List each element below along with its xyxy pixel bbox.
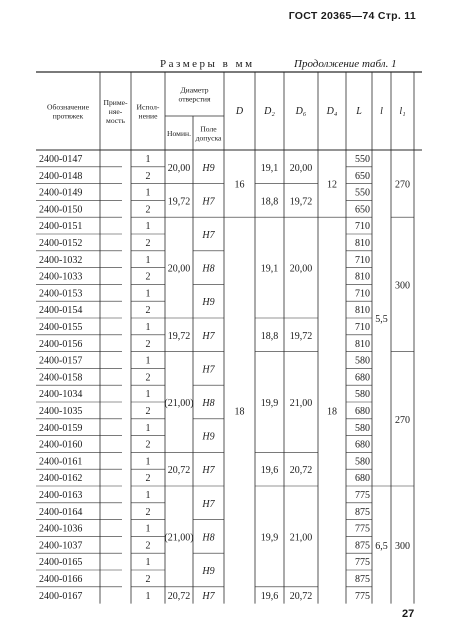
value-d2: 18,8 [260,196,279,208]
row-designation: 2400-0167 [39,590,83,602]
row-designation: 2400-0148 [39,170,83,182]
tolerance-field: H7 [202,498,215,510]
row-designation: 2400-0156 [39,338,83,350]
header-tolerance: допуска [195,133,222,143]
value-d6: 21,00 [289,398,313,409]
row-variant: 2 [145,439,151,451]
standard-header: ГОСТ 20365—74 Стр. 11 [288,10,416,22]
row-length-L: 875 [355,574,370,585]
value-d6: 20,72 [289,591,313,603]
row-variant: 2 [145,170,151,182]
row-variant: 1 [145,254,151,266]
header-d4: D₄ [326,106,338,117]
row-length-L: 775 [355,490,370,501]
row-variant: 1 [145,187,151,199]
value-d6: 19,72 [289,330,313,342]
tolerance-field: H9 [202,566,215,577]
continuation-caption: Продолжение табл. 1 [294,58,397,70]
value-d: 18 [234,406,245,418]
value-l: 6,5 [375,540,388,552]
row-variant: 2 [145,506,151,518]
row-length-L: 775 [355,523,370,535]
tolerance-field: H7 [202,230,215,241]
row-variant: 1 [145,221,151,233]
value-d: 16 [234,179,245,191]
row-designation: 2400-0163 [39,490,83,501]
row-designation: 2400-0153 [39,288,83,300]
tolerance-field: H9 [202,162,215,174]
row-designation: 2400-1036 [39,523,83,535]
row-designation: 2400-0161 [39,456,83,468]
value-d6: 21,00 [289,532,313,544]
row-variant: 1 [145,154,151,165]
row-variant: 2 [145,473,151,485]
tolerance-field: H9 [202,431,215,443]
header-d6: D₆ [295,106,307,117]
row-designation: 2400-0157 [39,355,83,367]
row-variant: 1 [145,422,151,434]
header-l: L [356,106,362,117]
tolerance-field: H7 [202,465,215,477]
header-designation: Обозначение [47,102,89,112]
row-designation: 2400-0155 [39,322,83,333]
tolerance-field: H8 [202,532,215,544]
tolerance-field: H7 [202,364,215,376]
value-l1: 300 [395,540,410,552]
row-designation: 2400-0149 [39,187,83,199]
row-variant: 1 [145,389,151,401]
value-d2: 19,1 [260,162,279,174]
row-length-L: 710 [355,254,370,266]
row-length-L: 650 [355,204,370,216]
row-length-L: 680 [355,473,370,485]
tolerance-field: H8 [202,398,215,409]
header-variant: Испол- [136,102,160,112]
row-length-L: 710 [355,221,370,233]
value-d6: 20,00 [289,263,313,275]
row-length-L: 580 [355,389,370,401]
nominal-diameter: (21,00) [164,532,194,544]
row-variant: 2 [145,271,151,283]
row-designation: 2400-1037 [39,540,83,552]
row-designation: 2400-0166 [39,574,83,585]
header-application: мость [106,116,125,125]
row-length-L: 650 [355,170,370,182]
row-length-L: 680 [355,439,370,451]
nominal-diameter: 19,72 [167,196,191,208]
nominal-diameter: 20,72 [167,465,191,477]
value-d2: 19,6 [260,591,279,603]
row-variant: 1 [145,557,151,569]
header-diameter: Диаметр [180,85,209,95]
row-designation: 2400-0147 [39,154,83,165]
row-length-L: 710 [355,322,370,333]
nominal-diameter: 20,00 [167,263,191,275]
row-designation: 2400-0151 [39,221,83,233]
row-length-L: 810 [355,271,370,283]
nominal-diameter: 20,72 [167,591,191,603]
tolerance-field: H8 [202,263,215,275]
row-length-L: 775 [355,590,370,602]
row-designation: 2400-1034 [39,389,83,401]
row-length-L: 580 [355,456,370,468]
row-variant: 1 [145,288,151,300]
row-designation: 2400-0154 [39,305,83,317]
row-variant: 2 [145,305,151,317]
row-designation: 2400-0159 [39,422,83,434]
value-d4: 12 [327,179,337,191]
row-designation: 2400-0150 [39,204,83,216]
row-variant: 2 [145,540,151,552]
row-variant: 1 [145,322,151,333]
row-designation: 2400-0152 [39,238,83,249]
row-length-L: 580 [355,422,370,434]
row-designation: 2400-0158 [39,372,83,384]
header-d2: D₂ [264,106,275,117]
units-caption: Размеры в мм [160,58,255,70]
header-designation: протяжек [52,111,84,121]
header-diameter: отверстия [178,94,211,104]
row-designation: 2400-1035 [39,406,83,417]
row-designation: 2400-0160 [39,439,83,451]
value-d6: 20,00 [289,162,313,174]
nominal-diameter: (21,00) [164,398,194,409]
row-length-L: 875 [355,540,370,552]
row-variant: 2 [145,204,151,216]
header-nominal: Номин. [167,129,191,138]
value-d4: 18 [327,406,337,418]
row-length-L: 775 [355,557,370,569]
row-length-L: 680 [355,372,370,384]
row-variant: 1 [145,590,151,602]
row-designation: 2400-0164 [39,506,83,518]
value-d2: 19,9 [260,532,279,544]
nominal-diameter: 19,72 [167,330,191,342]
nominal-diameter: 20,00 [167,162,191,174]
row-variant: 2 [145,238,151,249]
header-l: l [380,106,383,117]
value-d6: 19,72 [289,196,313,208]
header-application: няе- [108,107,123,116]
header-application: Приме- [103,98,128,107]
value-l: 5,5 [375,314,388,325]
value-d2: 18,8 [260,330,279,342]
row-length-L: 550 [355,154,370,165]
row-length-L: 810 [355,305,370,317]
row-designation: 2400-0162 [39,473,83,485]
tolerance-field: H7 [202,591,215,603]
row-designation: 2400-1033 [39,271,83,283]
row-variant: 2 [145,406,151,417]
row-length-L: 680 [355,406,370,417]
row-length-L: 810 [355,338,370,350]
row-length-L: 810 [355,238,370,249]
value-d6: 20,72 [289,465,313,477]
row-variant: 2 [145,338,151,350]
value-d2: 19,9 [260,398,279,409]
value-d2: 19,6 [260,465,279,477]
row-length-L: 710 [355,288,370,300]
tolerance-field: H7 [202,330,215,342]
row-variant: 1 [145,490,151,501]
row-variant: 1 [145,355,151,367]
value-l1: 270 [395,414,410,426]
row-variant: 1 [145,456,151,468]
value-l1: 270 [395,179,410,191]
row-length-L: 580 [355,355,370,367]
row-designation: 2400-0165 [39,557,83,569]
tolerance-field: H9 [202,297,215,309]
row-variant: 1 [145,523,151,535]
value-d2: 19,1 [260,263,279,275]
header-variant: нение [138,111,158,121]
row-length-L: 550 [355,187,370,199]
row-length-L: 875 [355,506,370,518]
header-tolerance: Поле [200,124,217,134]
header-l1: l₁ [399,106,406,117]
header-d: D [235,106,244,117]
row-variant: 2 [145,574,151,585]
page-number: 27 [402,608,415,620]
value-l1: 300 [395,280,410,292]
tolerance-field: H7 [202,196,215,208]
row-designation: 2400-1032 [39,254,83,266]
row-variant: 2 [145,372,151,384]
